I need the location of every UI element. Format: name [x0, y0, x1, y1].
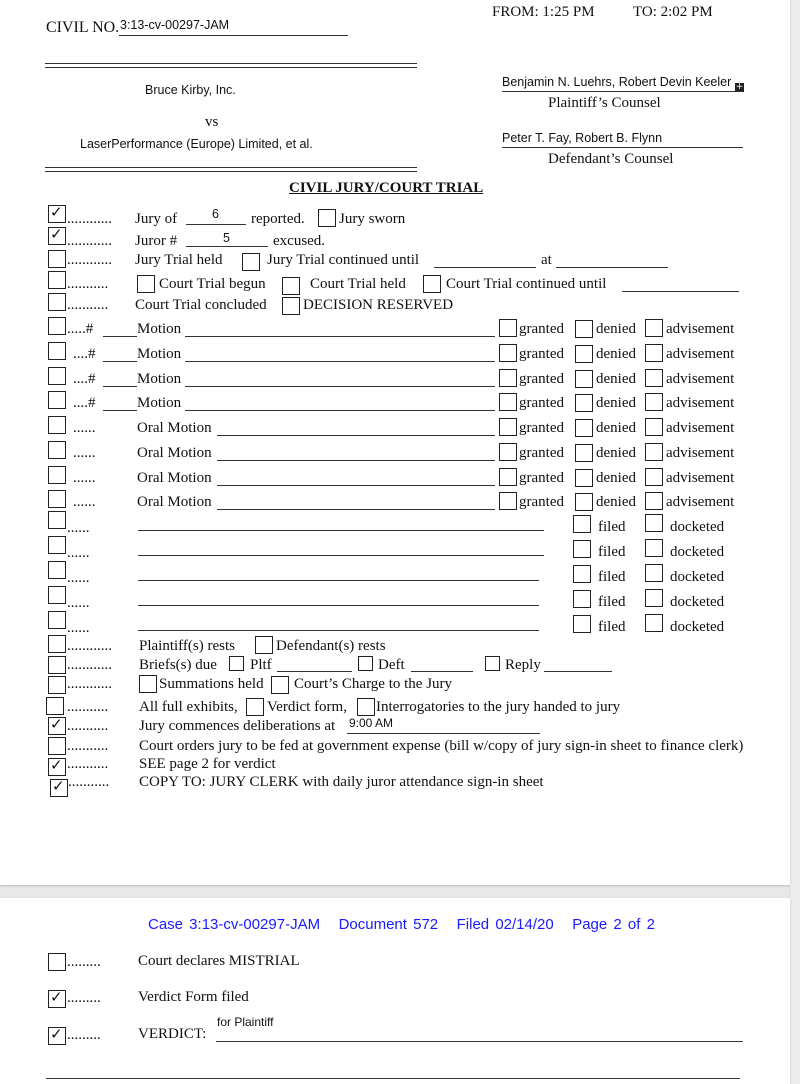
- advisement-label: advisement: [666, 346, 735, 362]
- docketed-label: docketed: [670, 619, 725, 635]
- jury-count-value[interactable]: 6: [212, 207, 219, 221]
- plaintiff-counsel-line: [502, 91, 743, 92]
- filing-description-field[interactable]: [138, 555, 544, 556]
- filing-description-field[interactable]: [138, 530, 544, 531]
- motion-description-field[interactable]: [185, 410, 495, 411]
- motion-description-field[interactable]: [217, 485, 495, 486]
- juror-label: Juror #: [135, 233, 178, 249]
- see-page2-checkbox[interactable]: [48, 758, 66, 776]
- motion-label: Oral Motion: [137, 494, 212, 510]
- motion-label: Motion: [137, 346, 182, 362]
- jury-fed-checkbox[interactable]: [48, 737, 66, 755]
- dots: ............: [67, 252, 112, 268]
- dots: ............: [67, 233, 112, 249]
- advisement-label: advisement: [666, 371, 735, 387]
- dots: .........: [67, 1027, 101, 1043]
- advisement-checkbox[interactable]: [645, 468, 663, 486]
- denied-checkbox[interactable]: [575, 419, 593, 437]
- filing-row-checkbox[interactable]: [48, 511, 66, 529]
- decision-reserved-label: DECISION RESERVED: [303, 297, 454, 313]
- motion-row-checkbox[interactable]: [48, 441, 66, 459]
- motion-label: Oral Motion: [137, 470, 212, 486]
- defendant-name[interactable]: LaserPerformance (Europe) Limited, et al.: [80, 137, 313, 151]
- motion-row-checkbox[interactable]: [48, 391, 66, 409]
- expand-field-icon[interactable]: +: [735, 82, 744, 92]
- juror-number-line: [186, 246, 268, 247]
- court-trial-begun-label: Court Trial begun: [159, 276, 266, 292]
- civil-no-value[interactable]: 3:13-cv-00297-JAM: [120, 18, 230, 32]
- motion-prefix: ....#: [73, 346, 96, 362]
- juror-excused-checkbox[interactable]: [48, 227, 66, 245]
- docketed-checkbox[interactable]: [645, 539, 663, 557]
- filed-checkbox[interactable]: [573, 515, 591, 533]
- dots: ...........: [67, 718, 109, 734]
- advisement-label: advisement: [666, 420, 735, 436]
- jury-trial-continued-label: Jury Trial continued until: [267, 252, 420, 268]
- briefs-due-label: Briefs(s) due: [139, 657, 217, 673]
- summations-held-checkbox[interactable]: [139, 675, 157, 693]
- filing-prefix: ......: [67, 570, 90, 586]
- dots: ............: [67, 676, 112, 692]
- advisement-checkbox[interactable]: [645, 393, 663, 411]
- dots: .........: [67, 954, 101, 970]
- top-double-rule: [45, 63, 417, 68]
- pltf-label: Pltf: [250, 657, 272, 673]
- motion-row-checkbox[interactable]: [48, 317, 66, 335]
- reply-label: Reply: [505, 657, 541, 673]
- pltf-date-field[interactable]: [277, 671, 352, 672]
- motion-prefix: ......: [73, 494, 96, 510]
- denied-checkbox[interactable]: [575, 320, 593, 338]
- motion-description-field[interactable]: [217, 460, 495, 461]
- docketed-checkbox[interactable]: [645, 589, 663, 607]
- filed-label: filed: [598, 619, 626, 635]
- docketed-checkbox[interactable]: [645, 564, 663, 582]
- advisement-label: advisement: [666, 395, 735, 411]
- check-icon: ✓: [50, 988, 63, 1006]
- filed-checkbox[interactable]: [573, 540, 591, 558]
- advisement-checkbox[interactable]: [645, 319, 663, 337]
- denied-checkbox[interactable]: [575, 394, 593, 412]
- docketed-checkbox[interactable]: [645, 614, 663, 632]
- motion-number-field[interactable]: [103, 361, 137, 362]
- defendant-rests-checkbox[interactable]: [255, 636, 273, 654]
- filed-label: filed: [598, 544, 626, 560]
- excused-label: excused.: [273, 233, 326, 249]
- check-icon: ✓: [52, 777, 65, 795]
- motion-prefix: ......: [73, 445, 96, 461]
- motion-row-checkbox[interactable]: [48, 367, 66, 385]
- page-header-stamp: Case 3:13-cv-00297-JAM Document 572 Filed 02/14/20 Page 2 of 2: [148, 916, 655, 933]
- briefs-due-checkbox[interactable]: [48, 656, 66, 674]
- dots: ...........: [67, 699, 109, 715]
- motion-prefix: ....#: [73, 395, 96, 411]
- motion-description-field[interactable]: [185, 336, 495, 337]
- filing-prefix: ......: [67, 620, 90, 636]
- motion-prefix: ......: [73, 420, 96, 436]
- court-trial-concluded-label: Court Trial concluded: [135, 297, 267, 313]
- to-time: TO: 2:02 PM: [633, 4, 713, 20]
- summations-row-checkbox[interactable]: [48, 676, 66, 694]
- granted-checkbox[interactable]: [499, 492, 517, 510]
- continued-time-field[interactable]: [556, 267, 668, 268]
- motion-prefix: ....#: [73, 371, 96, 387]
- filed-checkbox[interactable]: [573, 615, 591, 633]
- defendant-counsel-line: [502, 147, 743, 148]
- filing-prefix: ......: [67, 595, 90, 611]
- copy-to-checkbox[interactable]: [50, 779, 68, 797]
- court-trial-continued-checkbox[interactable]: [423, 275, 441, 293]
- summations-held-label: Summations held: [159, 676, 264, 692]
- granted-checkbox[interactable]: [499, 443, 517, 461]
- motion-number-field[interactable]: [103, 386, 137, 387]
- deliberations-checkbox[interactable]: [48, 717, 66, 735]
- motion-description-field[interactable]: [185, 361, 495, 362]
- dots: ...........: [67, 738, 109, 754]
- verdict-line: [216, 1041, 743, 1042]
- bottom-double-rule: [45, 167, 417, 172]
- docketed-label: docketed: [670, 594, 725, 610]
- filed-checkbox[interactable]: [573, 565, 591, 583]
- verdict-value[interactable]: for Plaintiff: [217, 1015, 274, 1029]
- form-title: CIVIL JURY/COURT TRIAL: [289, 180, 484, 196]
- motion-prefix: .....#: [67, 321, 94, 337]
- motion-label: Motion: [137, 321, 182, 337]
- granted-label: granted: [519, 371, 564, 387]
- document-page-2: [0, 898, 790, 1084]
- deliberations-label: Jury commences deliberations at: [139, 718, 336, 734]
- granted-label: granted: [519, 395, 564, 411]
- advisement-checkbox[interactable]: [645, 369, 663, 387]
- motion-row-checkbox[interactable]: [48, 466, 66, 484]
- deft-brief-checkbox[interactable]: [358, 656, 373, 671]
- dots: ...........: [68, 774, 110, 790]
- verdict-checkbox[interactable]: [48, 1027, 66, 1045]
- motion-number-field[interactable]: [103, 336, 137, 337]
- filing-prefix: ......: [67, 545, 90, 561]
- exhibits-row-checkbox[interactable]: [46, 697, 64, 715]
- denied-label: denied: [596, 445, 636, 461]
- filing-description-field[interactable]: [138, 580, 539, 581]
- copy-to-label: COPY TO: JURY CLERK with daily juror attendance sign-in sheet: [139, 774, 544, 790]
- filed-label: filed: [598, 519, 626, 535]
- court-trial-held-label: Court Trial held: [310, 276, 406, 292]
- defendant-counsel-label: Defendant’s Counsel: [548, 151, 674, 167]
- verdict-label: VERDICT:: [138, 1026, 207, 1042]
- jury-sworn-label: Jury sworn: [339, 211, 406, 227]
- denied-checkbox[interactable]: [575, 444, 593, 462]
- filing-row-checkbox[interactable]: [48, 561, 66, 579]
- dots: ...........: [67, 297, 109, 313]
- see-page2-label: SEE page 2 for verdict: [139, 756, 276, 772]
- reply-date-field[interactable]: [544, 671, 612, 672]
- jury-trial-held-checkbox[interactable]: [48, 250, 66, 268]
- vs-label: vs: [205, 114, 219, 130]
- verdict-form-checkbox[interactable]: [246, 698, 264, 716]
- denied-label: denied: [596, 494, 636, 510]
- court-trial-held-checkbox[interactable]: [282, 277, 300, 295]
- mistrial-label: Court declares MISTRIAL: [138, 953, 300, 969]
- advisement-label: advisement: [666, 470, 735, 486]
- plaintiff-rests-label: Plaintiff(s) rests: [139, 638, 235, 654]
- juror-number-value[interactable]: 5: [223, 231, 230, 245]
- motion-number-field[interactable]: [103, 410, 137, 411]
- jury-trial-continued-checkbox[interactable]: [242, 253, 260, 271]
- reported-label: reported.: [251, 211, 305, 227]
- granted-checkbox[interactable]: [499, 468, 517, 486]
- dots: ...........: [67, 276, 109, 292]
- jury-trial-held-label: Jury Trial held: [135, 252, 223, 268]
- court-trial-checkbox[interactable]: [48, 271, 66, 289]
- denied-checkbox[interactable]: [575, 345, 593, 363]
- plaintiff-name[interactable]: Bruce Kirby, Inc.: [145, 83, 236, 97]
- advisement-label: advisement: [666, 445, 735, 461]
- dots: ............: [67, 638, 112, 654]
- advisement-checkbox[interactable]: [645, 344, 663, 362]
- decision-reserved-checkbox[interactable]: [282, 297, 300, 315]
- pltf-brief-checkbox[interactable]: [229, 656, 244, 671]
- mistrial-checkbox[interactable]: [48, 953, 66, 971]
- denied-label: denied: [596, 420, 636, 436]
- courts-charge-checkbox[interactable]: [271, 676, 289, 694]
- dots: ............: [67, 211, 112, 227]
- check-icon: ✓: [50, 756, 63, 774]
- granted-label: granted: [519, 346, 564, 362]
- jury-of-label: Jury of: [135, 211, 178, 227]
- plaintiff-counsel-names[interactable]: Benjamin N. Luehrs, Robert Devin Keeler: [502, 75, 732, 89]
- deft-date-field[interactable]: [411, 671, 473, 672]
- granted-checkbox[interactable]: [499, 418, 517, 436]
- check-icon: ✓: [50, 1025, 63, 1043]
- denied-label: denied: [596, 371, 636, 387]
- verdict-form-filed-checkbox[interactable]: [48, 990, 66, 1008]
- motion-description-field[interactable]: [185, 386, 495, 387]
- denied-label: denied: [596, 346, 636, 362]
- granted-label: granted: [519, 420, 564, 436]
- filing-row-checkbox[interactable]: [48, 611, 66, 629]
- docketed-label: docketed: [670, 544, 725, 560]
- interrogatories-checkbox[interactable]: [357, 698, 375, 716]
- interrogatories-label: Interrogatories to the jury handed to jury: [376, 699, 621, 715]
- motion-row-checkbox[interactable]: [48, 342, 66, 360]
- filing-row-checkbox[interactable]: [48, 536, 66, 554]
- verdict-form-filed-label: Verdict Form filed: [138, 989, 249, 1005]
- continued-date-field[interactable]: [434, 267, 536, 268]
- all-full-exhibits-label: All full exhibits,: [139, 699, 238, 715]
- docketed-label: docketed: [670, 519, 725, 535]
- granted-checkbox[interactable]: [499, 319, 517, 337]
- advisement-checkbox[interactable]: [645, 418, 663, 436]
- defendant-counsel-names[interactable]: Peter T. Fay, Robert B. Flynn: [502, 131, 663, 145]
- docketed-checkbox[interactable]: [645, 514, 663, 532]
- court-trial-begun-checkbox[interactable]: [137, 275, 155, 293]
- dots: .........: [67, 990, 101, 1006]
- plaintiff-counsel-label: Plaintiff’s Counsel: [548, 95, 661, 111]
- filed-checkbox[interactable]: [573, 590, 591, 608]
- denied-checkbox[interactable]: [575, 469, 593, 487]
- granted-label: granted: [519, 321, 564, 337]
- dots: ...........: [67, 756, 109, 772]
- motion-label: Oral Motion: [137, 420, 212, 436]
- jury-sworn-checkbox[interactable]: [318, 209, 336, 227]
- motion-prefix: ......: [73, 470, 96, 486]
- jury-count-line: [186, 224, 246, 225]
- jury-reported-checkbox[interactable]: [48, 205, 66, 223]
- granted-checkbox[interactable]: [499, 369, 517, 387]
- filing-row-checkbox[interactable]: [48, 586, 66, 604]
- filing-description-field[interactable]: [138, 605, 539, 606]
- denied-checkbox[interactable]: [575, 493, 593, 511]
- court-trial-continued-label: Court Trial continued until: [446, 276, 607, 292]
- court-trial-concluded-checkbox[interactable]: [48, 293, 66, 311]
- plaintiff-rests-checkbox[interactable]: [48, 635, 66, 653]
- defendant-rests-label: Defendant(s) rests: [276, 638, 386, 654]
- reply-brief-checkbox[interactable]: [485, 656, 500, 671]
- motion-label: Motion: [137, 395, 182, 411]
- motion-row-checkbox[interactable]: [48, 490, 66, 508]
- denied-checkbox[interactable]: [575, 370, 593, 388]
- motion-label: Oral Motion: [137, 445, 212, 461]
- deliberations-time-line: [347, 733, 540, 734]
- filed-label: filed: [598, 594, 626, 610]
- granted-checkbox[interactable]: [499, 393, 517, 411]
- scrollbar[interactable]: [789, 0, 800, 1084]
- filing-description-field[interactable]: [138, 630, 539, 631]
- at-label: at: [541, 252, 552, 268]
- dots: ............: [67, 657, 112, 673]
- filing-prefix: ......: [67, 520, 90, 536]
- granted-label: granted: [519, 470, 564, 486]
- court-continued-date-field[interactable]: [622, 291, 739, 292]
- check-icon: ✓: [50, 225, 63, 243]
- advisement-checkbox[interactable]: [645, 443, 663, 461]
- jury-fed-label: Court orders jury to be fed at government expense (bill w/copy of jury sign-in sheet to finance clerk): [139, 738, 744, 754]
- deliberations-time-value[interactable]: 9:00 AM: [349, 716, 394, 730]
- verdict-form-label: Verdict form,: [267, 699, 347, 715]
- denied-label: denied: [596, 321, 636, 337]
- civil-no-label: CIVIL NO.: [46, 19, 120, 36]
- filed-label: filed: [598, 569, 626, 585]
- check-icon: ✓: [50, 715, 63, 733]
- motion-description-field[interactable]: [217, 509, 495, 510]
- denied-label: denied: [596, 470, 636, 486]
- check-icon: ✓: [50, 203, 63, 221]
- advisement-label: advisement: [666, 494, 735, 510]
- deft-label: Deft: [378, 657, 405, 673]
- verdict-line-2: [46, 1078, 740, 1079]
- granted-label: granted: [519, 494, 564, 510]
- motion-description-field[interactable]: [217, 435, 495, 436]
- granted-label: granted: [519, 445, 564, 461]
- advisement-label: advisement: [666, 321, 735, 337]
- denied-label: denied: [596, 395, 636, 411]
- civil-no-underline: [119, 35, 348, 36]
- from-time: FROM: 1:25 PM: [492, 4, 595, 20]
- motion-row-checkbox[interactable]: [48, 416, 66, 434]
- advisement-checkbox[interactable]: [645, 492, 663, 510]
- docketed-label: docketed: [670, 569, 725, 585]
- granted-checkbox[interactable]: [499, 344, 517, 362]
- motion-label: Motion: [137, 371, 182, 387]
- courts-charge-label: Court’s Charge to the Jury: [294, 676, 453, 692]
